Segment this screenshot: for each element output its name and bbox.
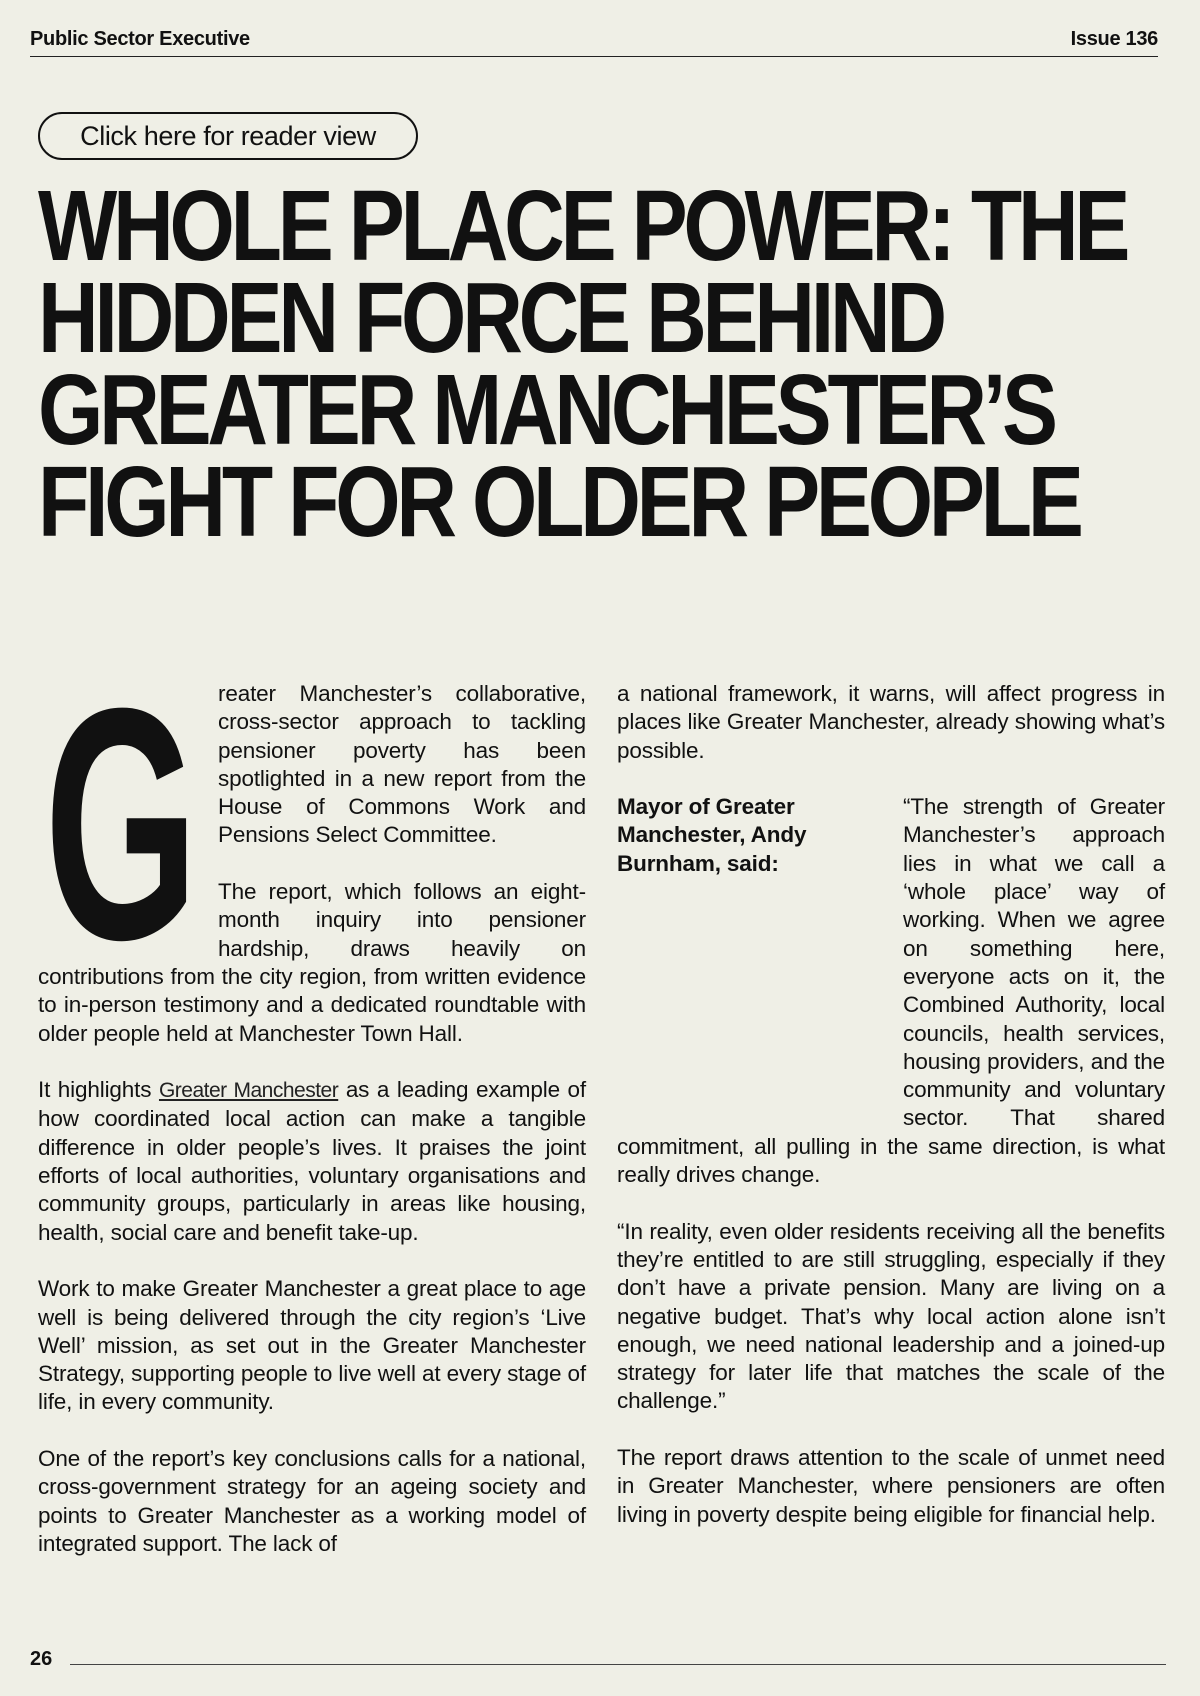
page-header (30, 28, 1158, 57)
drop-cap: G (43, 686, 193, 962)
headline-line: WHOLE PLACE POWER: THE (38, 170, 1127, 282)
headline-line: FIGHT FOR OLDER PEOPLE (38, 446, 1080, 558)
article-paragraph: The report, which follows an eight-month inquiry into pensioner hardship, draws heavily on contributions from the city region, from written evidence to in-person testimony and a dedicated roundtable with older people held at Manchester Town Hall. (38, 879, 586, 1046)
article-paragraph: Work to make Greater Manchester a great place to age well is being delivered through the city region’s ‘Live Well’ mission, as set out in the Greater Manchester Strategy, supporting people to live well at every stage of life, in every community. (38, 1276, 586, 1415)
article-paragraph: It highlights Greater Manchester as a leading example of how coordinated local action can make a tangible difference in older people’s lives. It praises the joint efforts of local authorities, voluntary organisations and community groups, particularly in areas like housing, health, social care and benefit take-up. (38, 1077, 586, 1245)
quote-paragraph: “In reality, even older residents receiving all the benefits they’re entitled to are still struggling, especially if they don’t have a private pension. Many are living on a negative budget. That’s why local action alone isn’t enough, we need national leadership and a joined-up strategy for later life that matches the scale of the challenge.” (617, 1218, 1165, 1414)
issue-number: Issue 136 (1070, 28, 1158, 50)
article-column-left (38, 680, 586, 1587)
headline-line: GREATER MANCHESTER’S (38, 354, 1054, 466)
greater-manchester-link[interactable]: Greater Manchester (158, 1079, 339, 1103)
article-column-right (617, 680, 1165, 1557)
page-title (38, 170, 1127, 558)
footer-divider (70, 1664, 1166, 1665)
speaker-attribution: Mayor of Greater Manchester, Andy Burnham, said: (617, 794, 807, 876)
page-number: 26 (30, 1648, 53, 1670)
quote-text: “The strength of Greater Manchester’s approach lies in what we call a ‘whole place’ way of working. When we agree on something here, everyone acts on it, the Combined Authority, local councils, health services, housing providers, and the community and voluntary sector. That shared commitment, all pulling in the same direction, is what really drives change. (617, 794, 1165, 1188)
reader-view-button[interactable]: Click here for reader view (38, 112, 418, 160)
article-paragraph: One of the report’s key conclusions calls for a national, cross-government strategy for an ageing society and points to Greater Manchester as a working model of integrated support. The lack of (38, 1446, 586, 1556)
article-paragraph (38, 680, 586, 962)
article-paragraph: The report draws attention to the scale of unmet need in Greater Manchester, where pensioners are often living in poverty despite being eligible for financial help. (617, 1445, 1165, 1527)
headline-line: HIDDEN FORCE BEHIND (38, 262, 943, 374)
publication-name: Public Sector Executive (30, 28, 250, 50)
article-paragraph: a national framework, it warns, will affect progress in places like Greater Manchester, already showing what’s possible. (617, 681, 1165, 763)
quote-paragraph (617, 793, 1165, 1189)
paragraph-text: reater Manchester’s collaborative, cross-sector approach to tackling pensioner poverty has been spotlighted in a new report from the House of Commons Work and Pensions Select Committee. (218, 681, 586, 848)
